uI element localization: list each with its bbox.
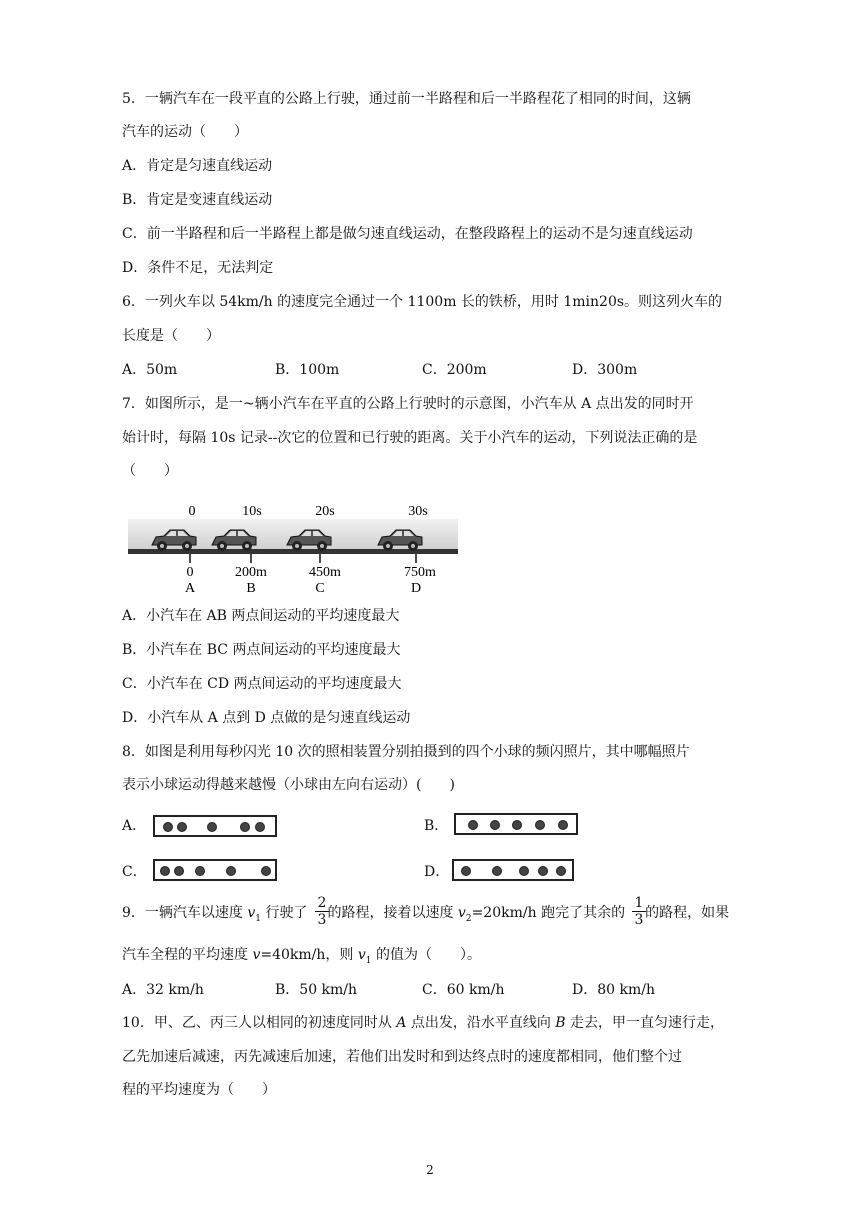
q10-stem-line3: 程的平均速度为（ ） <box>122 1082 276 1098</box>
q9-text: 的路程，接着以速度 <box>327 905 458 921</box>
q8-option-c-label: C． <box>122 864 147 880</box>
q5-option-a: A．肯定是匀速直线运动 <box>122 158 273 174</box>
ball <box>177 822 187 832</box>
q9-text: =20km/h 跑完了其余的 <box>471 905 626 921</box>
q6-option-c: C．200m <box>422 362 487 378</box>
q7-time-label-10s: 10s <box>242 504 262 519</box>
q6-option-a: A．50m <box>122 362 178 378</box>
q9-text: 9．一辆汽车以速度 <box>122 905 248 921</box>
ball <box>538 866 548 876</box>
q10-stem-line2: 乙先加速后减速，丙先减速后加速，若他们出发时和到达终点时的速度都相同，他们整个过 <box>122 1049 682 1065</box>
q9-fraction-numerator: 2 <box>317 895 327 911</box>
q8-strobe-photo-d <box>452 859 574 881</box>
q9-fraction-numerator: 1 <box>634 895 644 911</box>
q7-distance-label-750m: 750m <box>404 565 436 580</box>
q9-fraction-denominator: 3 <box>317 912 327 928</box>
q10-text: 点出发，沿水平直线向 <box>406 1015 556 1031</box>
ball <box>519 866 529 876</box>
q5-stem-line1: 5．一辆汽车在一段平直的公路上行驶，通过前一半路程和后一半路程花了相同的时间，这辆 <box>122 91 691 107</box>
ball <box>174 866 184 876</box>
q7-time-label-0: 0 <box>188 504 196 519</box>
q10-text: 走去，甲一直匀速行走， <box>565 1015 725 1031</box>
ball <box>207 822 217 832</box>
q8-stem-line2: 表示小球运动得越来越慢（小球由左向右运动）( ) <box>122 777 455 793</box>
q9-text: 汽车全程的平均速度 <box>122 947 253 963</box>
q9-sub: 1 <box>365 955 372 966</box>
q9-stem-line2 <box>122 945 481 971</box>
q10-text: 10．甲、乙、丙三人以相同的初速度同时从 <box>122 1015 397 1031</box>
q9-fraction-denominator: 3 <box>634 912 644 928</box>
q7-distance-label-200m: 200m <box>235 565 267 580</box>
q7-point-label-c: C <box>315 581 325 596</box>
q9-var-v: v <box>457 905 466 921</box>
q6-stem-line2: 长度是（ ） <box>122 328 220 344</box>
q9-text: 的路程，如果 <box>645 905 730 921</box>
q9-fraction-two-thirds <box>315 895 329 928</box>
ball <box>163 822 173 832</box>
ball <box>535 820 545 830</box>
q9-text: 行驶了 <box>261 905 308 921</box>
q9-option-c: C．60 km/h <box>422 982 505 998</box>
q7-option-c: C．小汽车在 CD 两点间运动的平均速度最大 <box>122 676 402 692</box>
q9-var-v: v <box>357 947 366 963</box>
q9-text: 的值为（ ）。 <box>371 947 481 963</box>
page-number: 2 <box>426 1163 434 1177</box>
q8-strobe-photo-b <box>454 813 578 835</box>
q10-point-a: A <box>396 1015 407 1031</box>
q6-stem-line1: 6．一列火车以 54km/h 的速度完全通过一个 1100m 长的铁桥，用时 1min20s。则这列火车的 <box>122 294 723 310</box>
q7-time-label-30s: 30s <box>408 504 428 519</box>
ball <box>558 820 568 830</box>
q7-point-label-a: A <box>184 581 196 596</box>
q8-stem-line1: 8．如图是利用每秒闪光 10 次的照相装置分别拍摄到的四个小球的频闪照片，其中哪幅照片 <box>122 744 690 760</box>
q9-option-a: A．32 km/h <box>122 982 204 998</box>
q7-point-label-b: B <box>246 581 256 596</box>
ball <box>255 822 265 832</box>
q7-car-figure <box>128 497 458 597</box>
ball <box>556 866 566 876</box>
q7-distance-label-0: 0 <box>186 565 194 580</box>
q9-option-b: B．50 km/h <box>275 982 358 998</box>
q6-option-d: D．300m <box>572 362 638 378</box>
q9-fraction-one-third <box>632 895 646 928</box>
q9-option-d: D．80 km/h <box>572 982 655 998</box>
q5-option-d: D．条件不足，无法判定 <box>122 260 274 276</box>
q8-strobe-photo-a <box>153 815 277 837</box>
ball <box>492 866 502 876</box>
q9-var-v: v <box>252 947 261 963</box>
q8-option-d-label: D． <box>424 864 450 880</box>
q7-stem-line3: （ ） <box>122 463 178 479</box>
q5-stem-line2: 汽车的运动（ ） <box>122 124 248 140</box>
ball <box>461 866 471 876</box>
q9-sub: 2 <box>465 913 472 924</box>
ball <box>490 820 500 830</box>
q6-option-b: B．100m <box>275 362 340 378</box>
q8-option-a-label: A． <box>122 818 147 834</box>
q7-stem-line2: 始计时，每隔 10s 记录--次它的位置和已行驶的距离。关于小汽车的运动，下列说法正确的是 <box>122 430 698 446</box>
q9-sub: 1 <box>255 913 262 924</box>
q10-point-b: B <box>555 1015 566 1031</box>
q9-var-v: v <box>247 905 256 921</box>
ball <box>512 820 522 830</box>
ball <box>160 866 170 876</box>
q7-distance-label-450m: 450m <box>309 565 341 580</box>
q5-option-b: B．肯定是变速直线运动 <box>122 192 273 208</box>
q7-option-b: B．小汽车在 BC 两点间运动的平均速度最大 <box>122 642 401 658</box>
q7-option-a: A．小汽车在 AB 两点间运动的平均速度最大 <box>122 608 400 624</box>
ball <box>468 820 478 830</box>
ball <box>195 866 205 876</box>
q10-stem-line1 <box>122 1013 724 1033</box>
ball <box>240 822 250 832</box>
q7-option-d: D．小汽车从 A 点到 D 点做的是匀速直线运动 <box>122 710 411 726</box>
q5-option-c: C．前一半路程和后一半路程上都是做匀速直线运动，在整段路程上的运动不是匀速直线运动 <box>122 226 693 242</box>
ball <box>261 866 271 876</box>
q7-time-label-20s: 20s <box>315 504 335 519</box>
q8-option-b-label: B． <box>424 818 449 834</box>
q7-point-label-d: D <box>410 581 422 596</box>
q7-stem-line1: 7．如图所示，是一~辆小汽车在平直的公路上行驶时的示意图，小汽车从 A 点出发的同时开 <box>122 396 694 412</box>
q8-strobe-photo-c <box>153 859 277 881</box>
q9-text: =40km/h，则 <box>260 947 358 963</box>
ball <box>226 866 236 876</box>
